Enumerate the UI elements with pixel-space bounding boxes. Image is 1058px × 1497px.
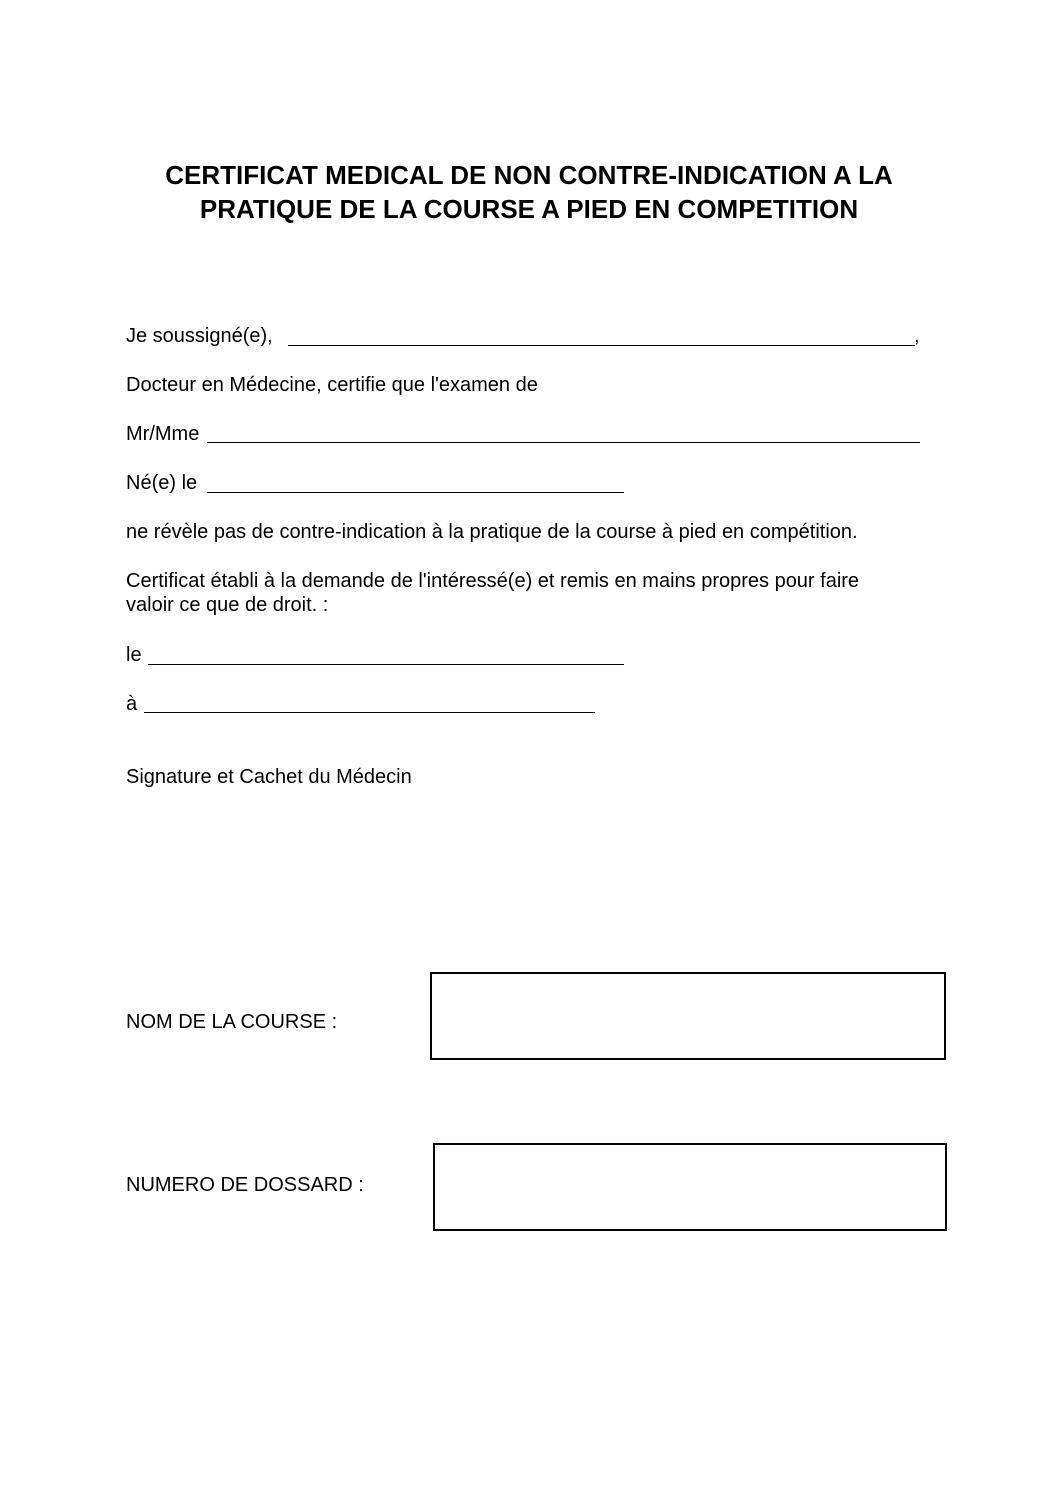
birth-label: Né(e) le [126,472,198,494]
statement-text: ne révèle pas de contre-indication à la pratique de la course à pied en compétition. [126,521,858,543]
patient-name-field[interactable] [207,442,920,443]
bib-number-label: NUMERO DE DOSSARD : [126,1174,364,1196]
date-label: le [126,644,142,666]
birth-date-field[interactable] [207,492,624,493]
certificate-line-1: Certificat établi à la demande de l'intéressé(e) et remis en mains propres pour faire [126,570,860,592]
place-label: à [126,693,138,715]
doctor-name-field[interactable] [288,345,915,346]
title-line-2: PRATIQUE DE LA COURSE A PIED EN COMPETITION [199,194,859,224]
race-name-box[interactable] [430,972,946,1060]
race-name-label: NOM DE LA COURSE : [126,1011,338,1033]
docteur-text: Docteur en Médecine, certifie que l'examen de [126,374,538,396]
page-title [0,158,1058,226]
soussigne-trailing-comma: , [914,325,920,347]
bib-number-box[interactable] [433,1143,947,1231]
certificate-line-2: valoir ce que de droit. : [126,594,329,616]
place-field[interactable] [144,712,595,713]
soussigne-label: Je soussigné(e), [126,325,273,347]
certificate-paragraph [126,569,859,617]
date-field[interactable] [148,664,624,665]
patient-label: Mr/Mme [126,423,200,445]
signature-label: Signature et Cachet du Médecin [126,766,412,788]
title-line-1: CERTIFICAT MEDICAL DE NON CONTRE-INDICATION A LA [165,160,893,190]
